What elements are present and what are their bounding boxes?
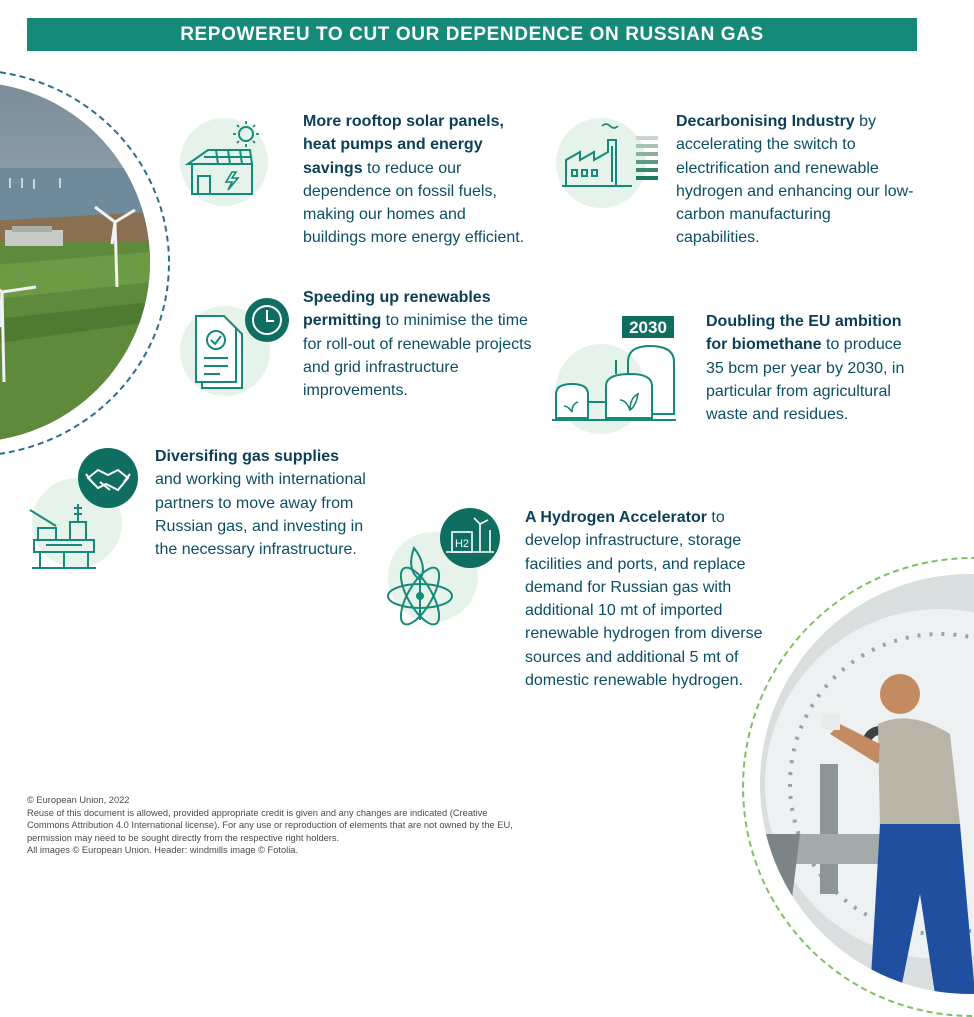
item-rooftop-solar-text: to reduce our dependence on fossil fuels, making our homes and buildings more energy efficient.	[303, 159, 525, 247]
item-decarbonising-industry	[676, 110, 916, 250]
item-gas-supplies	[155, 445, 370, 561]
item-rooftop-solar-title: More rooftop solar panels, heat pumps and energy savings	[303, 113, 504, 177]
item-rooftop-solar	[303, 110, 533, 250]
item-hydrogen-accelerator-title: A Hydrogen Accelerator	[525, 509, 707, 526]
item-permitting	[303, 286, 543, 402]
item-decarbonising-industry-text: by accelerating the switch to electrification and renewable hydrogen and enhancing our low-carbon manufacturing capabilities.	[676, 113, 914, 247]
page-title-banner	[27, 18, 917, 51]
item-permitting-text: to minimise the time for roll-out of renewable projects and grid infrastructure improvements.	[303, 312, 532, 400]
item-biomethane-title: Doubling the EU ambition for biomethane	[706, 313, 902, 354]
factory-icon	[560, 120, 665, 200]
footer-image-credits: All images © European Union. Header: windmills image © Fotolia.	[27, 845, 299, 856]
footer-license: Reuse of this document is allowed, provided appropriate credit is given and any changes are indicated (Creative Commons Attribution 4.0 International license). For any use or reproduction of elements that are not owned by the EU, permission may need to be sought directly from the respective right holders.	[27, 807, 513, 843]
item-gas-supplies-title: Diversifing gas supplies	[155, 448, 340, 465]
footer-credits	[27, 794, 527, 857]
permit-document-clock-icon	[190, 296, 290, 396]
item-biomethane-text: to produce 35 bcm per year by 2030, in particular from agricultural waste and residues.	[706, 336, 905, 424]
windfarm-photo	[0, 82, 150, 442]
item-hydrogen-accelerator	[525, 506, 777, 692]
item-biomethane	[706, 310, 911, 426]
biomethane-badge: 2030	[629, 318, 667, 337]
footer-copyright: © European Union, 2022	[27, 795, 130, 805]
hydrogen-icon-label: H2	[454, 538, 470, 550]
hydrogen-atom-leaf-icon	[384, 508, 504, 641]
page-title: REPOWEREU TO CUT OUR DEPENDENCE ON RUSSIAN GAS	[180, 23, 764, 45]
item-decarbonising-industry-title: Decarbonising Industry	[676, 113, 855, 130]
biogas-plant-icon	[550, 314, 680, 431]
item-gas-supplies-text: and working with international partners to move away from Russian gas, and investing in the necessary infrastructure.	[155, 471, 366, 559]
house-solar-icon	[180, 118, 270, 203]
item-hydrogen-accelerator-text: to develop infrastructure, storage facilities and ports, and replace demand for Russian gas with additional 10 mt of imported renewable hydrogen from diverse sources and additional 5 mt of domestic renewable hydrogen.	[525, 509, 763, 690]
item-permitting-title: Speeding up renewables permitting	[303, 289, 491, 330]
handshake-oil-rig-icon	[26, 448, 146, 578]
